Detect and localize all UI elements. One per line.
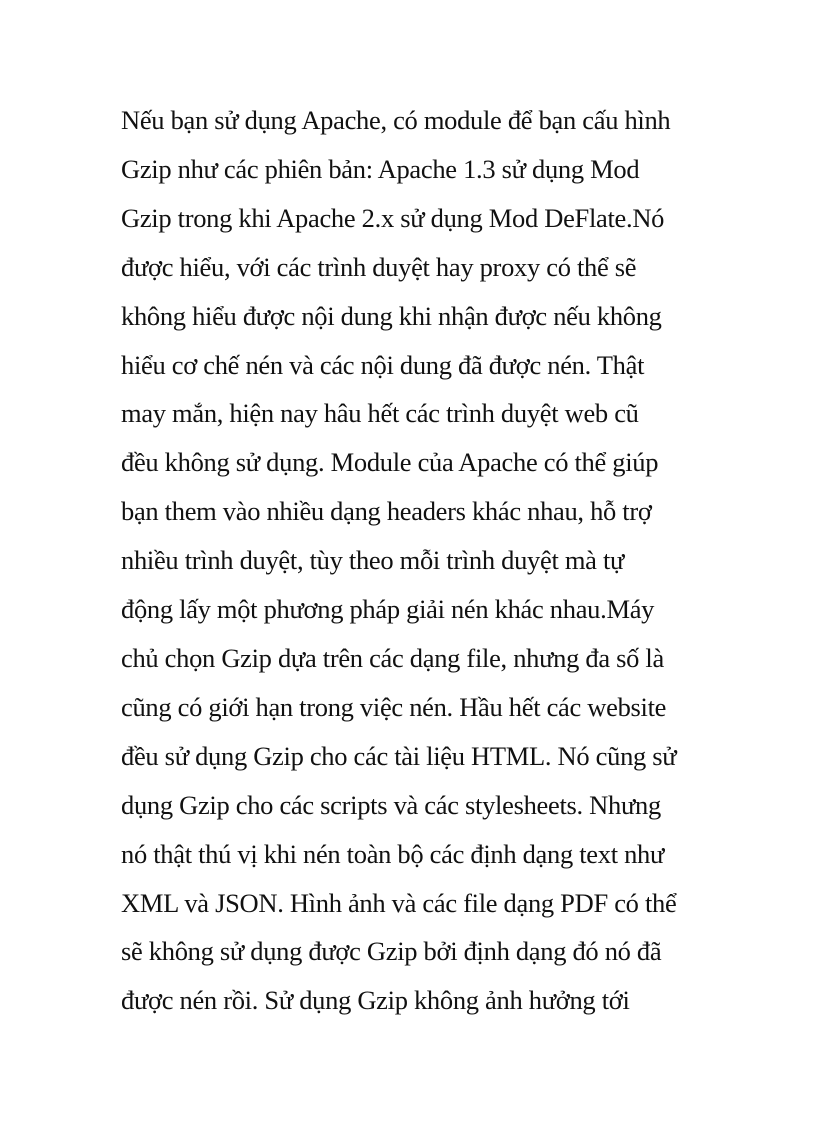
text-line: đều sử dụng Gzip cho các tài liệu HTML. Nó cũng sử — [121, 740, 677, 771]
text-line: không hiểu được nội dung khi nhận được nếu không — [121, 300, 662, 331]
text-line: được hiểu, với các trình duyệt hay proxy có thể sẽ — [121, 251, 637, 282]
text-line: cũng có giới hạn trong việc nén. Hầu hết các website — [121, 691, 667, 722]
text-line: nó thật thú vị khi nén toàn bộ các định dạng text như — [121, 838, 665, 869]
text-line: dụng Gzip cho các scripts và các stylesheets. Nhưng — [121, 789, 661, 820]
text-line: động lấy một phương pháp giải nén khác nhau.Máy — [121, 594, 655, 625]
text-line: hiểu cơ chế nén và các nội dung đã được nén. Thật — [121, 349, 645, 380]
text-line: may mắn, hiện nay hâu hết các trình duyệt web cũ — [121, 398, 639, 429]
text-line: XML và JSON. Hình ảnh và các file dạng PDF có thể — [121, 887, 677, 918]
body-paragraph — [121, 96, 721, 1025]
text-line: bạn them vào nhiều dạng headers khác nhau, hỗ trợ — [121, 496, 652, 527]
text-line: Nếu bạn sử dụng Apache, có module để bạn cấu hình — [121, 105, 671, 135]
text-line: được nén rồi. Sử dụng Gzip không ảnh hưởng tới — [121, 985, 630, 1016]
text-line: nhiều trình duyệt, tùy theo mỗi trình duyệt mà tự — [121, 545, 625, 576]
text-line: Gzip như các phiên bản: Apache 1.3 sử dụng Mod — [121, 153, 640, 184]
text-line: sẽ không sử dụng được Gzip bởi định dạng đó nó đã — [121, 936, 662, 967]
text-line: chủ chọn Gzip dựa trên các dạng file, nhưng đa số là — [121, 642, 664, 673]
text-line: đều không sử dụng. Module của Apache có thể giúp — [121, 447, 659, 478]
text-line: Gzip trong khi Apache 2.x sử dụng Mod DeFlate.Nó — [121, 202, 665, 233]
